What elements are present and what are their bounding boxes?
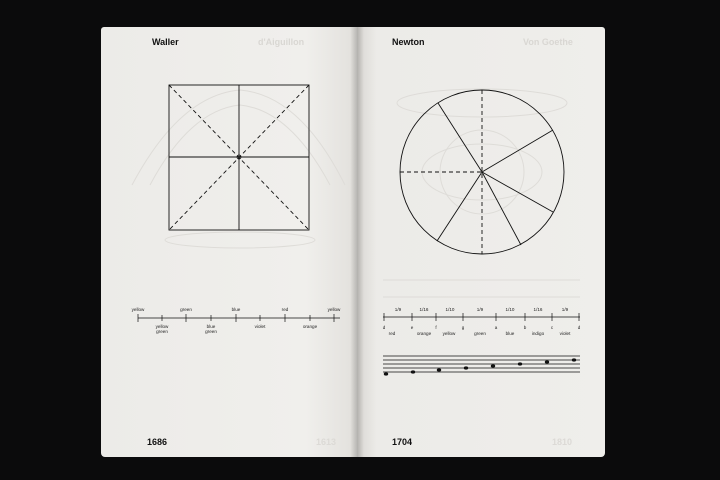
scale-top-label-5: yellow bbox=[327, 307, 341, 312]
fraction-label-1: 1/9 bbox=[394, 307, 402, 312]
note-letter-7: c bbox=[550, 325, 554, 330]
scale-bottom-label-1b: green bbox=[156, 329, 168, 334]
right-page-title: Newton bbox=[392, 37, 425, 47]
fraction-label-3: 1/10 bbox=[445, 307, 455, 312]
scale-top-label-1: yellow bbox=[131, 307, 145, 312]
color-label-red: red bbox=[388, 331, 396, 336]
note-letter-5: a bbox=[494, 325, 498, 330]
scale-bottom-label-2b: green bbox=[205, 329, 217, 334]
fraction-label-7: 1/9 bbox=[561, 307, 569, 312]
fraction-label-2: 1/16 bbox=[419, 307, 429, 312]
note-letter-8: d bbox=[577, 325, 581, 330]
music-staff bbox=[383, 356, 580, 372]
note-letter-4: g bbox=[461, 325, 465, 330]
right-ghost-page-number: 1810 bbox=[552, 437, 573, 447]
scale-top-label-4: red bbox=[281, 307, 289, 312]
music-notes bbox=[384, 358, 576, 375]
color-label-indigo: indigo bbox=[531, 331, 545, 336]
right-page-number: 1704 bbox=[392, 437, 413, 447]
color-label-yellow: yellow bbox=[442, 331, 456, 336]
left-page-title: Waller bbox=[152, 37, 179, 47]
fraction-label-6: 1/16 bbox=[533, 307, 543, 312]
scale-bottom-label-1a: yellow bbox=[155, 324, 169, 329]
color-label-blue: blue bbox=[505, 331, 515, 336]
scale-top-label-3: blue bbox=[231, 307, 241, 312]
note-letter-3: f bbox=[435, 325, 437, 330]
fraction-label-4: 1/9 bbox=[476, 307, 484, 312]
color-label-green: green bbox=[474, 331, 486, 336]
color-label-orange: orange bbox=[416, 331, 432, 336]
right-page-ghost-title: Von Goethe bbox=[523, 37, 573, 47]
fraction-label-5: 1/10 bbox=[505, 307, 515, 312]
note-letter-2: e bbox=[410, 325, 414, 330]
left-ghost-page-number: 1613 bbox=[316, 437, 337, 447]
scale-top-label-2: green bbox=[180, 307, 192, 312]
scale-bottom-label-3: violet bbox=[254, 324, 266, 329]
note-letter-6: b bbox=[523, 325, 527, 330]
left-page-number: 1686 bbox=[147, 437, 168, 447]
scale-bottom-label-2a: blue bbox=[206, 324, 216, 329]
left-page-ghost-title: d'Aiguillon bbox=[258, 37, 305, 47]
color-label-violet: violet bbox=[559, 331, 571, 336]
scale-bottom-label-4: orange bbox=[302, 324, 318, 329]
note-letter-1: d bbox=[382, 325, 386, 330]
